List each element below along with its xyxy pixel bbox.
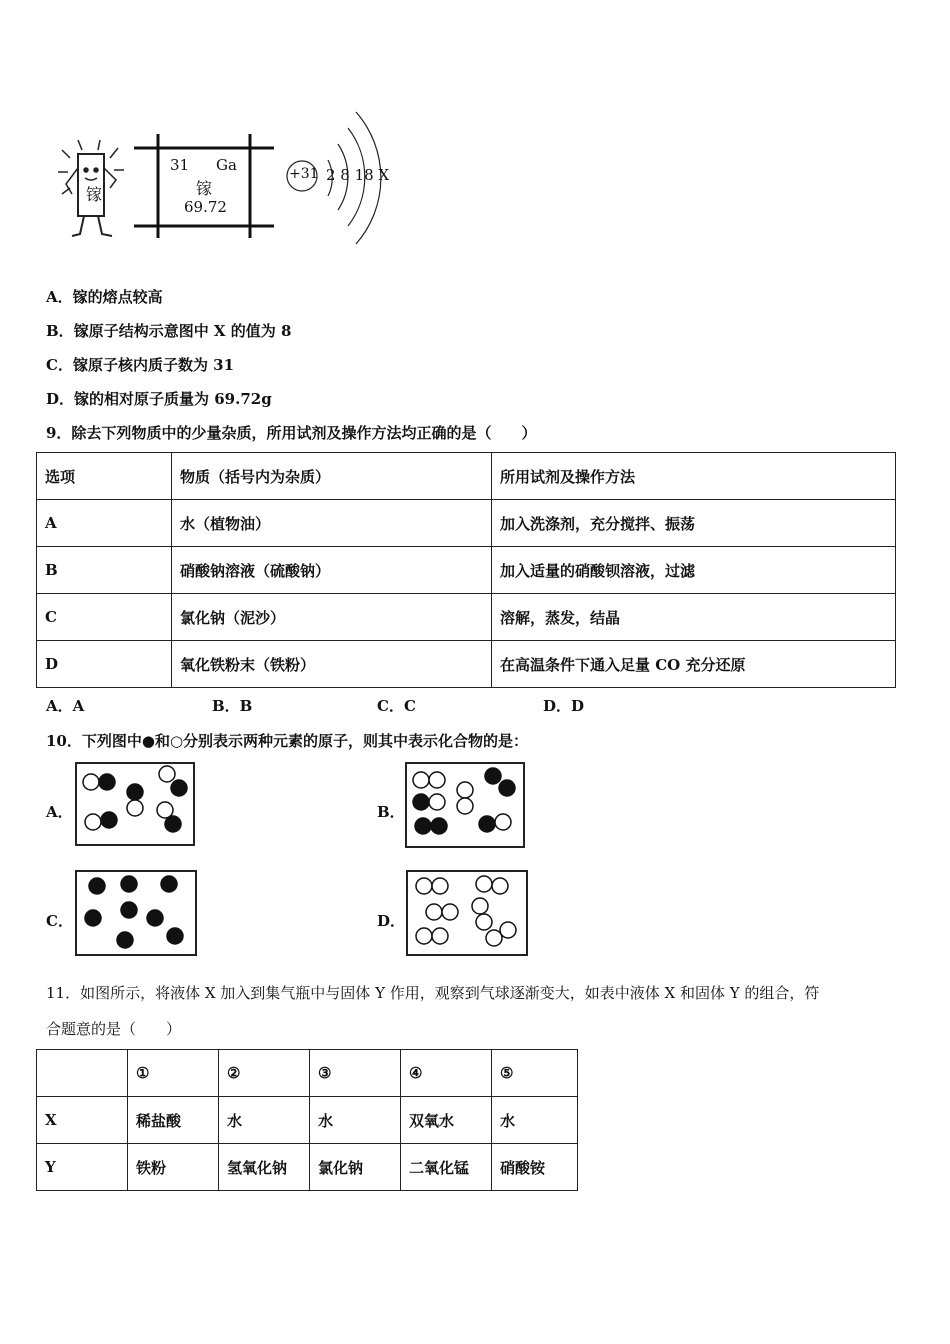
element-name: 镓 (196, 179, 213, 198)
table-header: 物质（括号内为杂质） (172, 453, 492, 500)
table-row (37, 547, 896, 594)
table-cell: 氯化钠 (310, 1144, 401, 1191)
table-header (37, 1050, 128, 1097)
q9-answer-d: D．D (543, 697, 585, 715)
table-cell: 双氧水 (401, 1097, 492, 1144)
table-header: ② (219, 1050, 310, 1097)
table-cell: 稀盐酸 (128, 1097, 219, 1144)
table-cell: C (37, 594, 172, 641)
q9-answer-b: B．B (212, 697, 253, 715)
table-row (37, 500, 896, 547)
table-cell: 水（植物油） (172, 500, 492, 547)
table-header: 所用试剂及操作方法 (492, 453, 896, 500)
gallium-cartoon-icon (56, 138, 126, 278)
table-cell: A (37, 500, 172, 547)
table-cell: 加入洗涤剂，充分搅拌、振荡 (492, 500, 896, 547)
table-cell: 二氧化锰 (401, 1144, 492, 1191)
table-cell: 硝酸钠溶液（硫酸钠） (172, 547, 492, 594)
table-cell: 加入适量的硝酸钡溶液，过滤 (492, 547, 896, 594)
table-header: ① (128, 1050, 219, 1097)
q10-diagram-c (75, 870, 197, 956)
q8-option-a: A．镓的熔点较高 (46, 288, 163, 306)
table-cell: X (37, 1097, 128, 1144)
table-cell: 水 (492, 1097, 578, 1144)
table-cell: B (37, 547, 172, 594)
q9-table (36, 452, 896, 688)
table-cell: 铁粉 (128, 1144, 219, 1191)
q10-label-d: D． (377, 912, 406, 930)
nucleus-charge: +31 (289, 166, 319, 182)
q10-stem: 10．下列图中●和○分别表示两种元素的原子，则其中表示化合物的是： (46, 732, 529, 750)
table-cell: 硝酸铵 (492, 1144, 578, 1191)
element-number: 31 (170, 156, 190, 174)
table-header: ③ (310, 1050, 401, 1097)
table-header: 选项 (37, 453, 172, 500)
table-cell: 溶解，蒸发，结晶 (492, 594, 896, 641)
q9-answer-a: A．A (46, 697, 85, 715)
table-row (37, 1144, 578, 1191)
q10-diagram-a (75, 762, 195, 846)
table-cell: 在高温条件下通入足量 CO 充分还原 (492, 641, 896, 688)
q10-diagram-d (406, 870, 528, 956)
q8-option-c: C．镓原子核内质子数为 31 (46, 356, 235, 374)
shell-electrons: 2 8 18 X (326, 166, 390, 184)
table-row (37, 1050, 578, 1097)
table-cell: 氢氧化钠 (219, 1144, 310, 1191)
table-header: ⑤ (492, 1050, 578, 1097)
q9-answer-c: C．C (377, 697, 416, 715)
table-row (37, 453, 896, 500)
q11-table (36, 1049, 578, 1191)
table-cell: 氧化铁粉末（铁粉） (172, 641, 492, 688)
table-row (37, 1097, 578, 1144)
q10-label-b: B． (377, 803, 405, 821)
q10-diagram-b (405, 762, 525, 848)
table-row (37, 594, 896, 641)
table-cell: D (37, 641, 172, 688)
q11-stem-line1: 11．如图所示，将液体 X 加入到集气瓶中与固体 Y 作用，观察到气球逐渐变大，如表中液体 X 和固体 Y 的组合，符 (46, 984, 820, 1002)
element-symbol: Ga (216, 156, 237, 174)
table-cell: 氯化钠（泥沙） (172, 594, 492, 641)
q10-label-c: C． (46, 912, 73, 930)
q11-stem-line2: 合题意的是（ ） (46, 1020, 182, 1038)
table-header: ④ (401, 1050, 492, 1097)
q8-option-b: B．镓原子结构示意图中 X 的值为 8 (46, 322, 292, 340)
element-mass: 69.72 (184, 198, 227, 216)
cartoon-label: 镓 (86, 185, 103, 204)
table-cell: Y (37, 1144, 128, 1191)
table-row (37, 641, 896, 688)
q9-stem: 9．除去下列物质中的少量杂质，所用试剂及操作方法均正确的是（ ） (46, 424, 537, 442)
gallium-figure (56, 98, 396, 248)
table-cell: 水 (219, 1097, 310, 1144)
q8-option-d: D．镓的相对原子质量为 69.72g (46, 390, 272, 408)
q10-label-a: A． (46, 803, 73, 821)
table-cell: 水 (310, 1097, 401, 1144)
